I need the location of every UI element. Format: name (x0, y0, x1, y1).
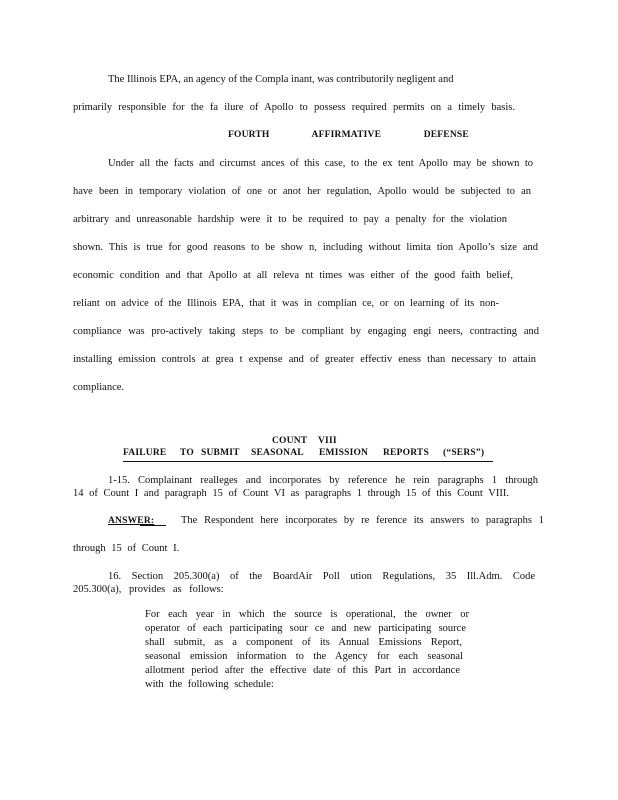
quote-line-1: For each year in which the source is operational, the owner or (145, 609, 469, 620)
count-label: COUNT (272, 436, 308, 446)
subtitle-to: TO (180, 448, 194, 458)
defense-line-6: reliant on advice of the Illinois EPA, that it was in complian ce, or on learning of its non- (73, 298, 499, 309)
subtitle-emission: EMISSION (319, 448, 369, 458)
para-16-line-2: 205.300(a), provides as follows: (73, 584, 224, 595)
subtitle-sers: (“SERS”) (443, 448, 485, 458)
defense-line-5: economic condition and that Apollo at all releva nt times was either of the good faith belief, (73, 270, 513, 281)
answer-label: ANSWER: (108, 516, 155, 526)
quote-line-3: shall submit, as a component of its Annual Emissions Report, (145, 637, 462, 648)
subtitle-seasonal: SEASONAL (251, 448, 304, 458)
answer-line-1: The Respondent here incorporates by re ference its answers to paragraphs 1 (181, 515, 544, 526)
quote-line-2: operator of each participating sour ce and new participating source (145, 623, 466, 634)
subtitle-reports: REPORTS (383, 448, 429, 458)
fourth-defense-heading-text: FOURTH AFFIRMATIVE DEFENSE (228, 130, 469, 140)
quote-line-4: seasonal emission information to the Agency for each seasonal (145, 651, 463, 662)
count-subtitle (123, 447, 493, 462)
defense-line-8: installing emission controls at grea t expense and of greater effectiv eness than necessary to attain (73, 354, 536, 365)
defense-line-7: compliance was pro-actively taking steps to be compliant by engaging engi neers, contracting and (73, 326, 539, 337)
intro-line-1: The Illinois EPA, an agency of the Compla inant, was contributorily negligent and (108, 74, 454, 85)
para-16-line-1: 16. Section 205.300(a) of the BoardAir Poll ution Regulations, 35 Ill.Adm. Code (108, 571, 535, 582)
para-1-15-line-2: 14 of Count I and paragraph 15 of Count VI as paragraphs 1 through 15 of this Count VIII. (73, 488, 509, 499)
intro-line-2: primarily responsible for the fa ilure of Apollo to possess required permits on a timely basis. (73, 102, 515, 113)
defense-line-4: shown. This is true for good reasons to be show n, including without limita tion Apollo’s size and (73, 242, 538, 253)
answer-label-rule (140, 525, 166, 526)
defense-line-2: have been in temporary violation of one or anot her regulation, Apollo would be subjected to an (73, 186, 531, 197)
quote-line-6: with the following schedule: (145, 679, 274, 690)
answer-line-2: through 15 of Count I. (73, 543, 180, 554)
defense-line-9: compliance. (73, 382, 125, 393)
count-number: VIII (318, 436, 337, 446)
subtitle-failure: FAILURE (123, 448, 167, 458)
para-1-15-line-1: 1-15. Complainant realleges and incorporates by reference he rein paragraphs 1 through (108, 475, 538, 486)
quote-line-5: allotment period after the effective date of this Part in accordance (145, 665, 460, 676)
subtitle-submit: SUBMIT (201, 448, 240, 458)
defense-line-3: arbitrary and unreasonable hardship were it to be required to pay a penalty for the violation (73, 214, 507, 225)
defense-line-1: Under all the facts and circumst ances of this case, to the ex tent Apollo may be shown to (108, 158, 533, 169)
fourth-defense-heading (228, 129, 469, 142)
